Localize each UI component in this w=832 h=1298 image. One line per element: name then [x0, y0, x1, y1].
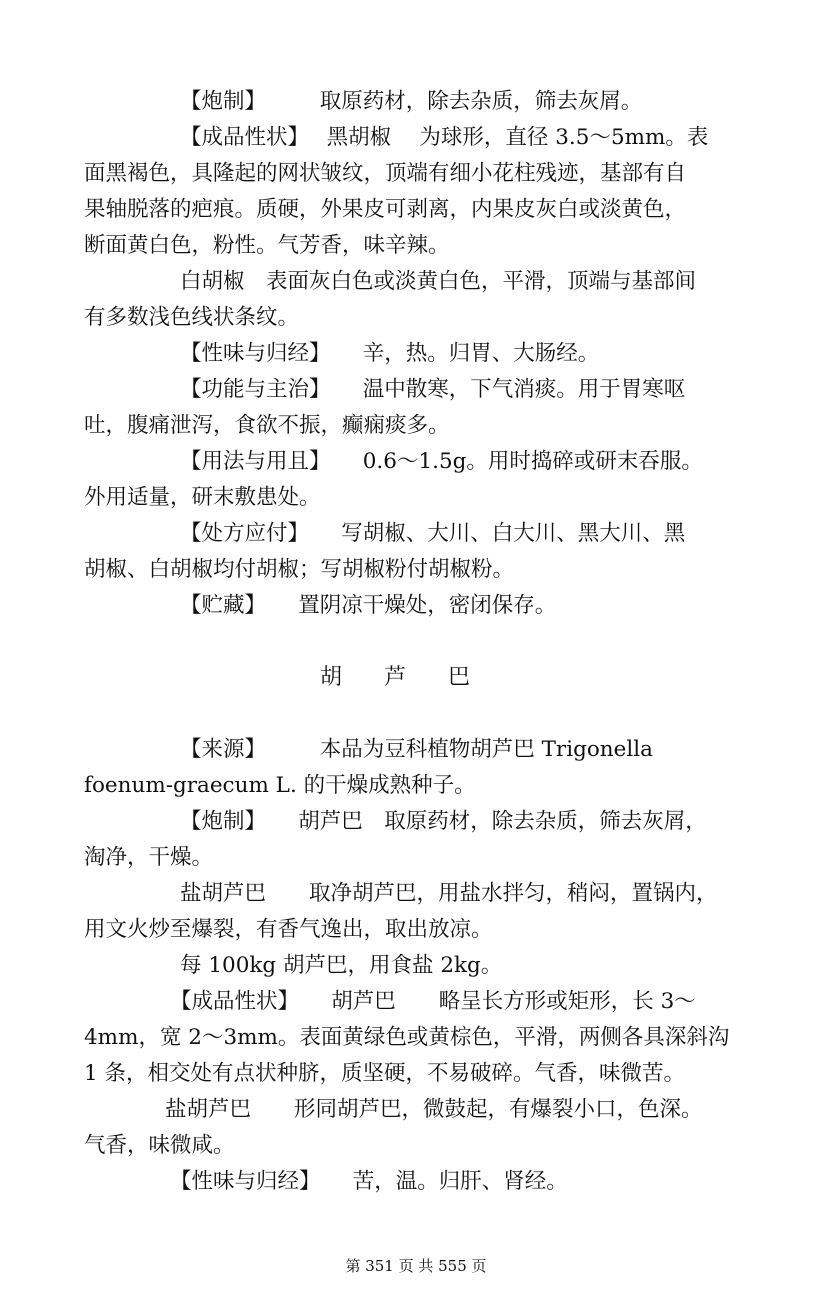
- text-line: 【贮藏】 置阴凉干燥处，密闭保存。: [180, 593, 557, 618]
- text-line: 有多数浅色线状条纹。: [84, 305, 300, 330]
- text-line: 【性味与归经】 辛，热。归胃、大肠经。: [180, 341, 600, 366]
- text-line: 每 100kg 胡芦巴，用食盐 2kg。: [180, 953, 503, 978]
- text-line: 【成品性状】 胡芦巴 略呈长方形或矩形，长 3～: [170, 989, 696, 1014]
- text-line: 胡椒、白胡椒均付胡椒；写胡椒粉付胡椒粉。: [84, 557, 515, 582]
- text-line: 盐胡芦巴 取净胡芦巴，用盐水拌匀，稍闷，置锅内，: [180, 881, 718, 906]
- text-line: 【功能与主治】 温中散寒，下气消痰。用于胃寒呕: [180, 377, 686, 402]
- text-line: 4mm，宽 2～3mm。表面黄绿色或黄棕色，平滑，两侧各具深斜沟: [84, 1025, 730, 1050]
- text-line: 吐，腹痛泄泻，食欲不振，癫痫痰多。: [84, 413, 450, 438]
- text-line: 【来源】 本品为豆科植物胡芦巴 Trigonella: [180, 737, 653, 762]
- text-line: 果轴脱落的疤痕。质硬，外果皮可剥离，内果皮灰白或淡黄色，: [84, 197, 687, 222]
- text-line: 【用法与用且】 0.6～1.5g。用时捣碎或研末吞服。: [180, 449, 703, 474]
- text-line: 气香，味微咸。: [84, 1133, 235, 1158]
- text-line: 1 条，相交处有点状种脐，质坚硬，不易破碎。气香，味微苦。: [84, 1061, 686, 1086]
- text-line: 【成品性状】 黑胡椒 为球形，直径 3.5～5mm。表: [180, 125, 709, 150]
- text-line: 断面黄白色，粉性。气芳香，味辛辣。: [84, 233, 450, 258]
- text-line: 【炮制】 取原药材，除去杂质，筛去灰屑。: [180, 89, 643, 114]
- text-line: 用文火炒至爆裂，有香气逸出，取出放凉。: [84, 917, 493, 942]
- text-line: 面黑褐色，具隆起的网状皱纹，顶端有细小花柱残迹，基部有自: [84, 161, 687, 186]
- text-line: 【炮制】 胡芦巴 取原药材，除去杂质，筛去灰屑，: [180, 809, 707, 834]
- section-title: 胡芦巴: [319, 665, 512, 690]
- text-line: foenum-graecum L. 的干燥成熟种子。: [84, 773, 476, 798]
- text-line: 【处方应付】 写胡椒、大川、白大川、黑大川、黑: [180, 521, 686, 546]
- page-footer: 第 351 页 共 555 页: [345, 1257, 487, 1275]
- text-line: 盐胡芦巴 形同胡芦巴，微鼓起，有爆裂小口，色深。: [165, 1097, 703, 1122]
- text-line: 白胡椒 表面灰白色或淡黄白色，平滑，顶端与基部间: [180, 269, 697, 294]
- text-line: 淘净，干燥。: [84, 845, 214, 870]
- text-line: 【性味与归经】 苦，温。归肝、肾经。: [170, 1169, 568, 1194]
- text-line: 外用适量，研末敷患处。: [84, 485, 321, 510]
